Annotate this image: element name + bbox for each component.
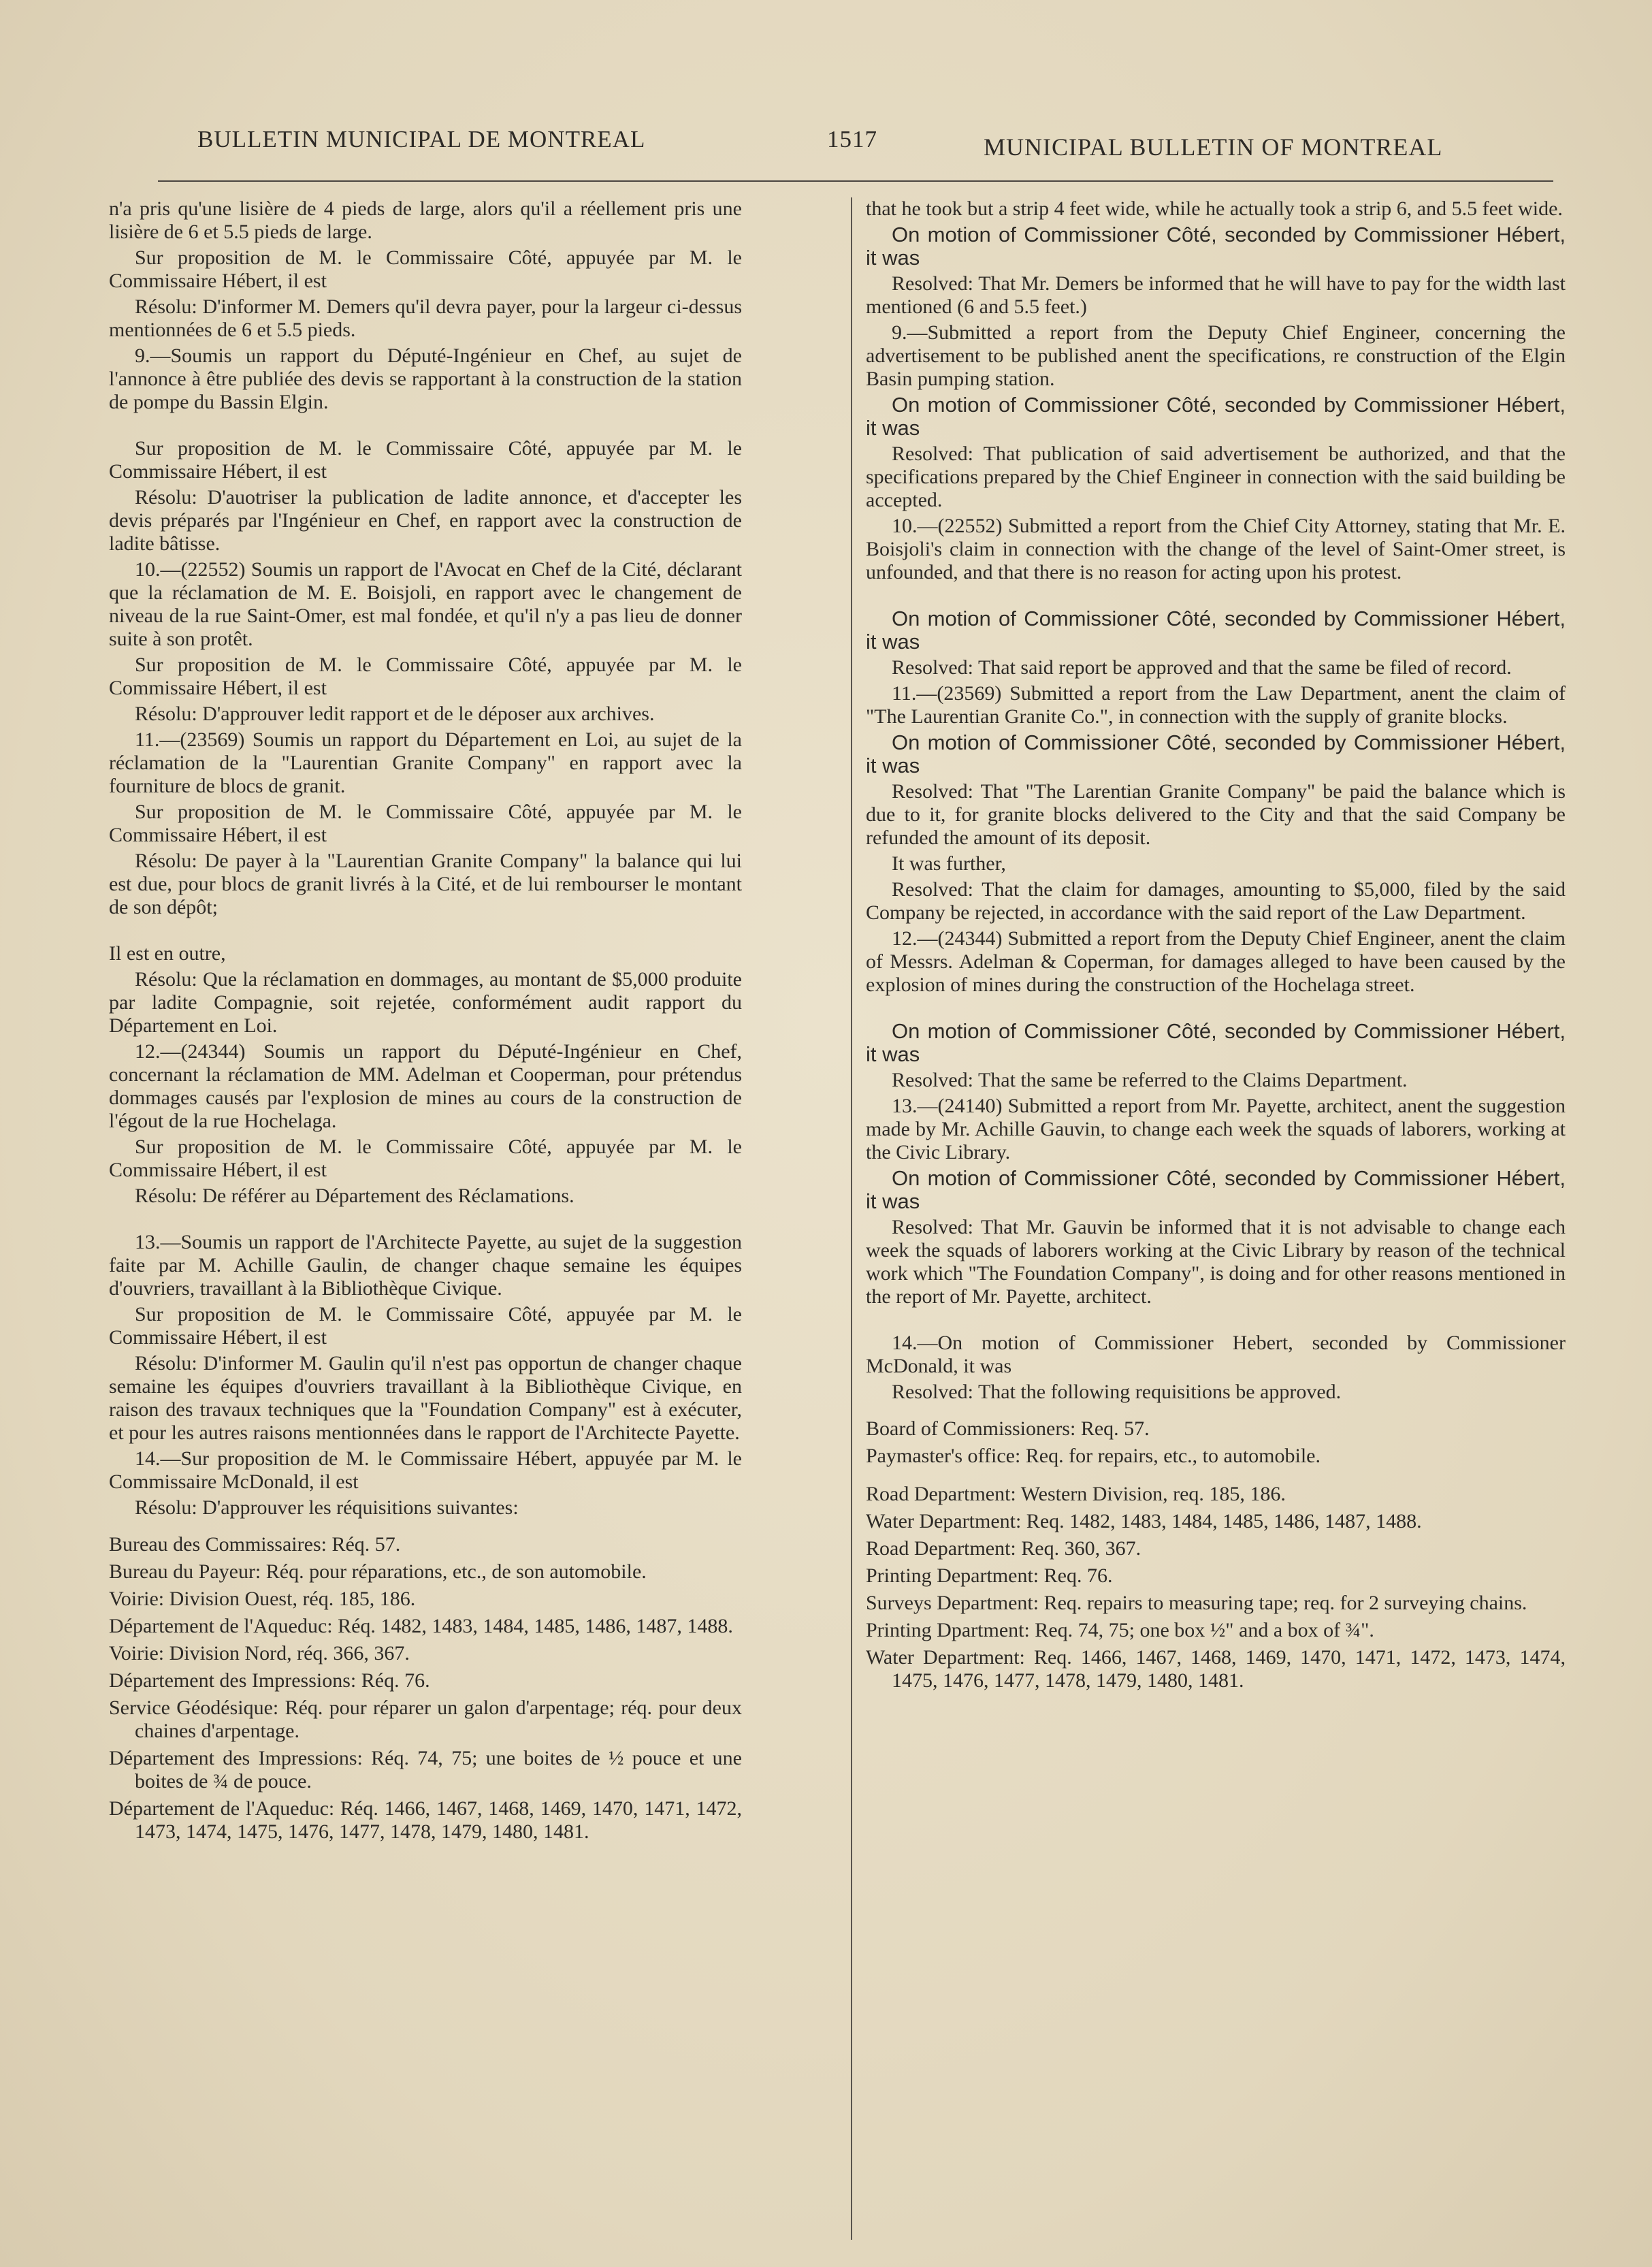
motion-paragraph: On motion of Commissioner Côté, seconded by Commissioner Hébert, it was bbox=[866, 1166, 1566, 1213]
requisition-entry: Voirie: Division Nord, réq. 366, 367. bbox=[109, 1642, 410, 1665]
resolution-paragraph: Résolu: D'informer M. Gaulin qu'il n'est pas opportun de changer chaque semaine les équipes d'ouvriers travaillant à la Bibliothèque Civique, en raison des travaux techniques que la "Foundation Company" est à exécuter, et pour les autres raisons mentionnées dans le rapport de l'Architecte Payette. bbox=[109, 1352, 742, 1444]
spacer bbox=[866, 587, 1566, 607]
resolution-paragraph: Résolu: De payer à la "Laurentian Granite Company" la balance qui lui est due, pour blocs de granit livrés à la Cité, et de lui rembourser le montant de son dépôt; bbox=[109, 850, 742, 918]
resolution-paragraph: Résolu: Que la réclamation en dommages, au montant de $5,000 produite par ladite Compagnie, soit rejetée, conformément audit rapport du Département en Loi. bbox=[109, 968, 742, 1037]
motion-paragraph: Sur proposition de M. le Commissaire Côté, appuyée par M. le Commissaire Hébert, il est bbox=[109, 1303, 742, 1349]
motion-paragraph: Sur proposition de M. le Commissaire Côté, appuyée par M. le Commissaire Hébert, il est bbox=[109, 246, 742, 292]
spacer bbox=[109, 417, 742, 437]
item-paragraph: 9.—Submitted a report from the Deputy Chief Engineer, concerning the advertisement to be published anent the specifications, re construction of the Elgin Basin pumping station. bbox=[866, 321, 1566, 390]
requisition-entry: Bureau des Commissaires: Réq. 57. bbox=[109, 1533, 401, 1556]
paragraph: Il est en outre, bbox=[109, 942, 226, 965]
item-paragraph: 12.—(24344) Soumis un rapport du Député-Ingénieur en Chef, concernant la réclamation de MM. Adelman et Cooperman, pour prétendus dommages causés par l'explosion de mines au cours de la construction de l'égout de la rue Hochelaga. bbox=[109, 1040, 742, 1132]
resolution-paragraph: Résolu: D'approuver les réquisitions suivantes: bbox=[135, 1496, 519, 1519]
motion-paragraph: On motion of Commissioner Côté, seconded by Commissioner Hébert, it was bbox=[866, 607, 1566, 654]
resolution-paragraph: Resolved: That the following requisitions be approved. bbox=[892, 1381, 1342, 1403]
motion-paragraph: On motion of Commissioner Côté, seconded by Commissioner Hébert, it was bbox=[866, 393, 1566, 440]
item-paragraph: 12.—(24344) Submitted a report from the Deputy Chief Engineer, anent the claim of Messrs. Adelman & Coperman, for damages alleged to have been caused by the explosion of mines during the construction of the Hochelaga street. bbox=[866, 927, 1566, 996]
resolution-paragraph: Résolu: D'approuver ledit rapport et de le déposer aux archives. bbox=[135, 703, 655, 725]
paragraph: that he took but a strip 4 feet wide, while he actually took a strip 6, and 5.5 feet wide. bbox=[866, 197, 1563, 220]
spacer bbox=[866, 1311, 1566, 1332]
resolution-paragraph: Resolved: That the claim for damages, amounting to $5,000, filed by the said Company be rejected, in accordance with the said report of the Law Department. bbox=[866, 878, 1566, 924]
requisition-entry: Road Department: Western Division, req. 185, 186. bbox=[866, 1483, 1286, 1505]
item-paragraph: 11.—(23569) Soumis un rapport du Département en Loi, au sujet de la réclamation de la "Laurentian Granite Company" en rapport avec la fourniture de blocs de granit. bbox=[109, 728, 742, 797]
requisition-entry: Road Department: Req. 360, 367. bbox=[866, 1537, 1141, 1560]
motion-paragraph: Sur proposition de M. le Commissaire Côté, appuyée par M. le Commissaire Hébert, il est bbox=[109, 1136, 742, 1181]
requisition-entry: Surveys Department: Req. repairs to measuring tape; req. for 2 surveying chains. bbox=[866, 1592, 1527, 1614]
requisition-entry: Board of Commissioners: Req. 57. bbox=[866, 1417, 1150, 1440]
item-paragraph: 11.—(23569) Submitted a report from the Law Department, anent the claim of "The Laurentian Granite Co.", in connection with the supply of granite blocks. bbox=[866, 682, 1566, 728]
requisition-entry: Voirie: Division Ouest, réq. 185, 186. bbox=[109, 1588, 416, 1610]
resolution-paragraph: Resolved: That Mr. Demers be informed that he will have to pay for the width last mentioned (6 and 5.5 feet.) bbox=[866, 272, 1566, 318]
requisition-entry: Département de l'Aqueduc: Réq. 1466, 1467, 1468, 1469, 1470, 1471, 1472, 1473, 1474, 1475, 1476, 1477, 1478, 1479, 1480, 1481. bbox=[109, 1797, 742, 1843]
motion-paragraph: Sur proposition de M. le Commissaire Côté, appuyée par M. le Commissaire Hébert, il est bbox=[109, 654, 742, 699]
item-paragraph: 9.—Soumis un rapport du Député-Ingénieur en Chef, au sujet de l'annonce à être publiée des devis se rapportant à la construction de la station de pompe du Bassin Elgin. bbox=[109, 344, 742, 413]
requisition-entry: Paymaster's office: Req. for repairs, etc., to automobile. bbox=[866, 1445, 1321, 1467]
motion-paragraph: Sur proposition de M. le Commissaire Côté, appuyée par M. le Commissaire Hébert, il est bbox=[109, 437, 742, 483]
motion-paragraph: Sur proposition de M. le Commissaire Côté, appuyée par M. le Commissaire Hébert, il est bbox=[109, 801, 742, 846]
resolution-paragraph: Resolved: That said report be approved and that the same be filed of record. bbox=[892, 656, 1512, 679]
english-column bbox=[839, 197, 1566, 1697]
item-paragraph: 14.—On motion of Commissioner Hebert, seconded by Commissioner McDonald, it was bbox=[866, 1332, 1566, 1377]
requisition-entry: Département des Impressions: Réq. 74, 75; une boites de ½ pouce et une boites de ¾ de pouce. bbox=[109, 1747, 742, 1792]
resolution-paragraph: Resolved: That publication of said advertisement be authorized, and that the specifications prepared by the Chief Engineer in connection with the said building be accepted. bbox=[866, 443, 1566, 511]
item-paragraph: 10.—(22552) Soumis un rapport de l'Avocat en Chef de la Cité, déclarant que la réclamation de M. E. Boisjoli, en rapport avec le changement de niveau de la rue Saint-Omer, est mal fondée, et qu'il n'y a pas lieu de donner suite à son protêt. bbox=[109, 558, 742, 650]
paragraph: n'a pris qu'une lisière de 4 pieds de large, alors qu'il a réellement pris une lisière de 6 et 5.5 pieds de large. bbox=[109, 197, 742, 243]
spacer bbox=[866, 999, 1566, 1020]
header-french-title: BULLETIN MUNICIPAL DE MONTREAL bbox=[197, 126, 646, 152]
french-column bbox=[109, 197, 742, 1848]
resolution-paragraph: Resolved: That Mr. Gauvin be informed that it is not advisable to change each week the squads of laborers working at the Civic Library by reason of the technical work which "The Foundation Company", is doing and for other reasons mentioned in the report of Mr. Payette, architect. bbox=[866, 1216, 1566, 1308]
spacer bbox=[109, 922, 742, 942]
item-paragraph: 13.—(24140) Submitted a report from Mr. Payette, architect, anent the suggestion made by Mr. Achille Gauvin, to change each week the squads of laborers, working at the Civic Library. bbox=[866, 1095, 1566, 1163]
resolution-paragraph: Resolved: That the same be referred to the Claims Department. bbox=[892, 1069, 1408, 1091]
motion-paragraph: On motion of Commissioner Côté, seconded by Commissioner Hébert, it was bbox=[866, 730, 1566, 777]
paragraph: It was further, bbox=[892, 852, 1006, 875]
motion-paragraph: On motion of Commissioner Côté, seconded by Commissioner Hébert, it was bbox=[866, 1019, 1566, 1066]
item-paragraph: 13.—Soumis un rapport de l'Architecte Payette, au sujet de la suggestion faite par M. Achille Gaulin, de changer chaque semaine les équipes d'ouvriers, travaillant à la Bibliothèque Civique. bbox=[109, 1231, 742, 1300]
resolution-paragraph: Résolu: D'informer M. Demers qu'il devra payer, pour la largeur ci-dessus mentionnées de 6 et 5.5 pieds. bbox=[109, 295, 742, 341]
page-number: 1517 bbox=[827, 126, 877, 152]
requisition-entry: Département des Impressions: Réq. 76. bbox=[109, 1669, 430, 1692]
header-rule bbox=[158, 180, 1553, 182]
spacer bbox=[866, 1406, 1566, 1417]
requisition-entry: Bureau du Payeur: Réq. pour réparations, etc., de son automobile. bbox=[109, 1560, 647, 1583]
resolution-paragraph: Résolu: D'auotriser la publication de ladite annonce, et d'accepter les devis préparés par l'Ingénieur en Chef, en rapport avec la construction de ladite bâtisse. bbox=[109, 486, 742, 555]
spacer bbox=[109, 1522, 742, 1533]
spacer bbox=[109, 1210, 742, 1231]
page-header bbox=[191, 126, 1518, 167]
requisition-entry: Département de l'Aqueduc: Réq. 1482, 1483, 1484, 1485, 1486, 1487, 1488. bbox=[109, 1615, 733, 1637]
requisition-entry: Water Department: Req. 1482, 1483, 1484, 1485, 1486, 1487, 1488. bbox=[866, 1510, 1422, 1532]
item-paragraph: 10.—(22552) Submitted a report from the Chief City Attorney, stating that Mr. E. Boisjoli's claim in connection with the change of the level of Saint-Omer street, is unfounded, and that there is no reason for acting upon his protest. bbox=[866, 515, 1566, 583]
spacer bbox=[866, 1472, 1566, 1483]
requisition-entry: Service Géodésique: Réq. pour réparer un galon d'arpentage; réq. pour deux chaines d'arpentage. bbox=[109, 1697, 742, 1742]
item-paragraph: 14.—Sur proposition de M. le Commissaire Hébert, appuyée par M. le Commissaire McDonald, il est bbox=[109, 1447, 742, 1493]
requisition-entry: Printing Dpartment: Req. 74, 75; one box ½" and a box of ¾". bbox=[866, 1619, 1374, 1641]
resolution-paragraph: Resolved: That "The Larentian Granite Company" be paid the balance which is due to it, for granite blocks delivered to the City and that the said Company be refunded the amount of its deposit. bbox=[866, 780, 1566, 849]
resolution-paragraph: Résolu: De référer au Département des Réclamations. bbox=[135, 1185, 574, 1207]
header-english-title: MUNICIPAL BULLETIN OF MONTREAL bbox=[984, 133, 1443, 161]
requisition-entry: Water Department: Req. 1466, 1467, 1468, 1469, 1470, 1471, 1472, 1473, 1474, 1475, 1476, 1477, 1478, 1479, 1480, 1481. bbox=[866, 1646, 1566, 1692]
motion-paragraph: On motion of Commissioner Côté, seconded by Commissioner Hébert, it was bbox=[866, 223, 1566, 270]
requisition-entry: Printing Department: Req. 76. bbox=[866, 1564, 1113, 1587]
